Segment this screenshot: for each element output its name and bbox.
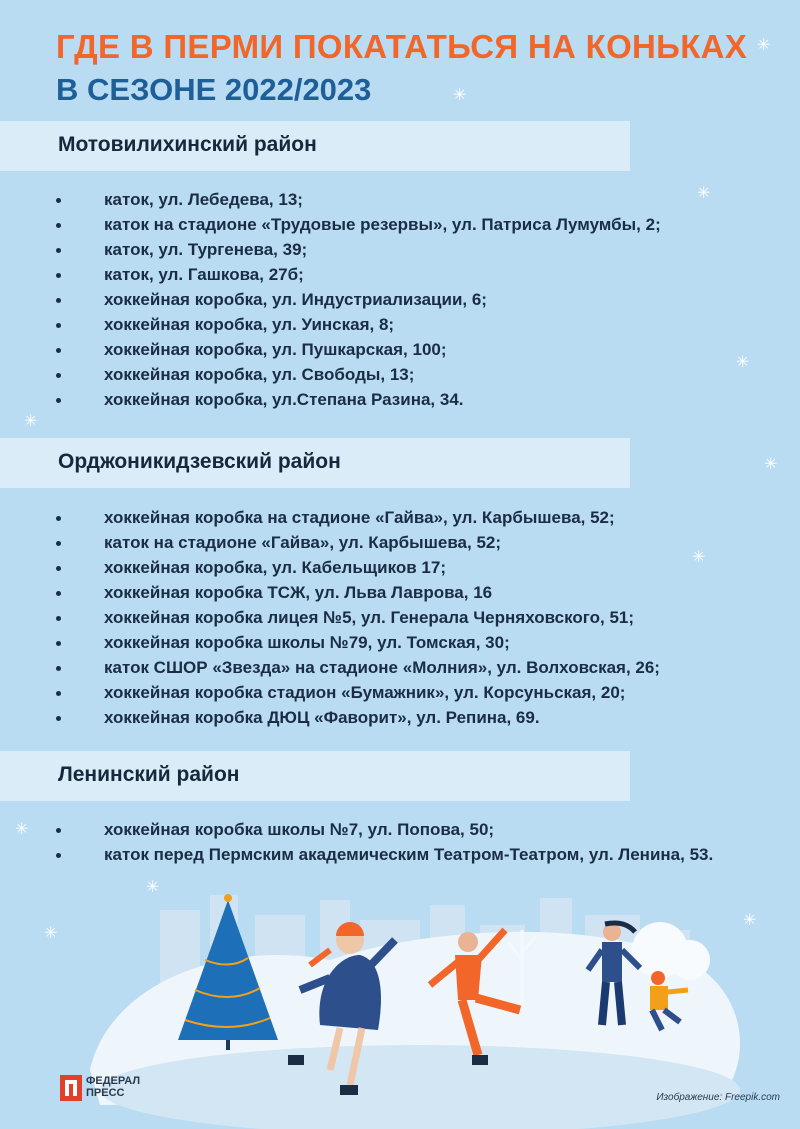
snowflake-icon: ✳	[146, 879, 160, 896]
list-leninsky	[56, 817, 713, 867]
snowflake-icon: ✳	[757, 37, 771, 54]
list-item: хоккейная коробка на стадионе «Гайва», ул. Карбышева, 52;	[56, 505, 660, 530]
bullet-icon	[56, 616, 61, 621]
bullet-icon	[56, 828, 61, 833]
snowflake-icon: ✳	[736, 354, 750, 371]
bullet-icon	[56, 691, 61, 696]
bullet-icon	[56, 223, 61, 228]
bullet-icon	[56, 566, 61, 571]
bullet-icon	[56, 273, 61, 278]
list-item: хоккейная коробка, ул. Кабельщиков 17;	[56, 555, 660, 580]
list-item: хоккейная коробка, ул. Пушкарская, 100;	[56, 337, 661, 362]
list-motovilikhinsky	[56, 187, 661, 412]
list-item: хоккейная коробка, ул.Степана Разина, 34.	[56, 387, 661, 412]
bullet-icon	[56, 373, 61, 378]
list-item: хоккейная коробка школы №79, ул. Томская, 30;	[56, 630, 660, 655]
snowflake-icon: ✳	[743, 912, 757, 929]
bullet-icon	[56, 398, 61, 403]
section-header-leninsky	[0, 751, 630, 801]
snowflake-icon: ✳	[15, 821, 29, 838]
list-item: хоккейная коробка школы №7, ул. Попова, 50;	[56, 817, 713, 842]
section-title: Орджоникидзевский район	[58, 450, 341, 473]
list-item: каток СШОР «Звезда» на стадионе «Молния», ул. Волховская, 26;	[56, 655, 660, 680]
bullet-icon	[56, 666, 61, 671]
bullet-icon	[56, 298, 61, 303]
list-item: хоккейная коробка, ул. Уинская, 8;	[56, 312, 661, 337]
section-header-ordzhonikidzevsky	[0, 438, 630, 488]
page-subtitle: В СЕЗОНЕ 2022/2023	[56, 72, 372, 107]
list-item: хоккейная коробка ТСЖ, ул. Льва Лаврова, 16	[56, 580, 660, 605]
bullet-icon	[56, 716, 61, 721]
list-item: каток на стадионе «Гайва», ул. Карбышева, 52;	[56, 530, 660, 555]
list-item: хоккейная коробка, ул. Индустриализации, 6;	[56, 287, 661, 312]
federal-press-logo-icon	[60, 1073, 82, 1103]
snowflake-icon: ✳	[697, 185, 711, 202]
list-item: хоккейная коробка стадион «Бумажник», ул. Корсуньская, 20;	[56, 680, 660, 705]
bullet-icon	[56, 348, 61, 353]
snowflake-icon: ✳	[764, 456, 778, 473]
list-item: каток на стадионе «Трудовые резервы», ул. Патриса Лумумбы, 2;	[56, 212, 661, 237]
list-ordzhonikidzevsky	[56, 505, 660, 730]
bullet-icon	[56, 641, 61, 646]
page-title: ГДЕ В ПЕРМИ ПОКАТАТЬСЯ НА КОНЬКАХ	[56, 28, 748, 65]
snowflake-icon: ✳	[24, 413, 38, 430]
bullet-icon	[56, 541, 61, 546]
brand-name: ФЕДЕРАЛ ПРЕСС	[86, 1075, 141, 1099]
section-title: Ленинский район	[58, 763, 240, 786]
bullet-icon	[56, 323, 61, 328]
bullet-icon	[56, 591, 61, 596]
section-title: Мотовилихинский район	[58, 133, 317, 156]
list-item: хоккейная коробка лицея №5, ул. Генерала Черняховского, 51;	[56, 605, 660, 630]
snowflake-icon: ✳	[44, 925, 58, 942]
snowflake-icon: ✳	[692, 549, 706, 566]
section-header-motovilikhinsky	[0, 121, 630, 171]
bullet-icon	[56, 516, 61, 521]
list-item: каток перед Пермским академическим Театром-Театром, ул. Ленина, 53.	[56, 842, 713, 867]
image-credit: Изображение: Freepik.com	[656, 1092, 780, 1103]
list-item: хоккейная коробка, ул. Свободы, 13;	[56, 362, 661, 387]
snowflake-icon: ✳	[453, 87, 467, 104]
bullet-icon	[56, 198, 61, 203]
list-item: каток, ул. Лебедева, 13;	[56, 187, 661, 212]
list-item: хоккейная коробка ДЮЦ «Фаворит», ул. Репина, 69.	[56, 705, 660, 730]
bullet-icon	[56, 248, 61, 253]
list-item: каток, ул. Тургенева, 39;	[56, 237, 661, 262]
list-item: каток, ул. Гашкова, 27б;	[56, 262, 661, 287]
snow-bush	[670, 940, 710, 980]
bullet-icon	[56, 853, 61, 858]
